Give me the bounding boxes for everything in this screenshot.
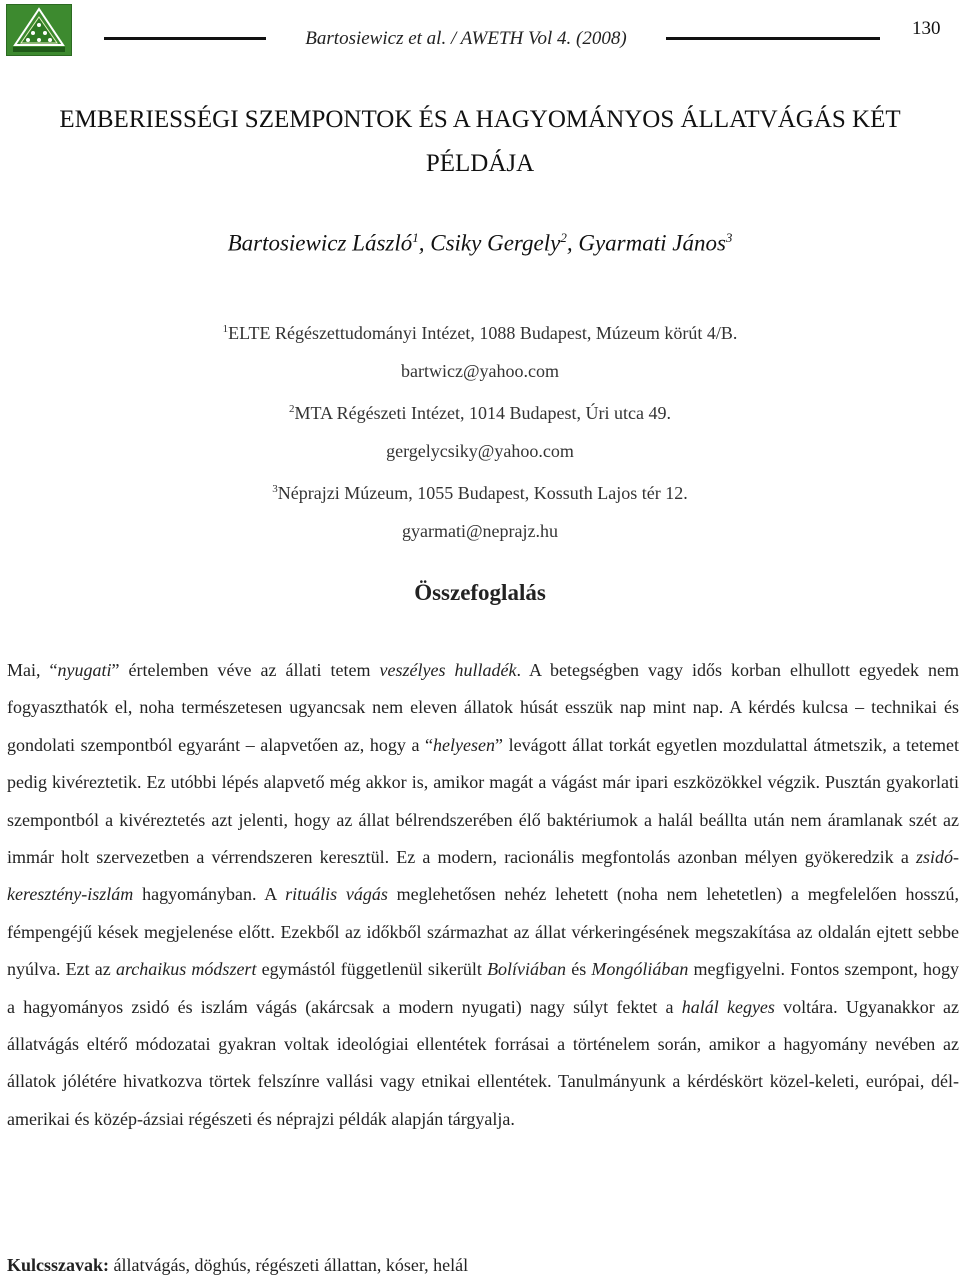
- abstract-italic-term: veszélyes hulladék: [379, 660, 517, 680]
- abstract-text-run: megfigyelni. Fontos szempont, hogy a hagyományos zsidó és iszlám vágás (akárcsak a modern nyugati) nagy súlyt fektet a: [7, 959, 960, 1017]
- abstract-text-run: ” értelemben véve az állati tetem: [111, 660, 380, 680]
- affiliations: [0, 310, 960, 550]
- keywords-text: állatvágás, döghús, régészeti állattan, kóser, helál: [113, 1255, 469, 1275]
- journal-citation: Bartosiewicz et al. / AWETH Vol 4. (2008): [305, 28, 627, 49]
- abstract-italic-term: rituális vágás: [285, 884, 388, 905]
- author-3-affiliation: 3: [725, 230, 733, 245]
- keywords-label: Kulcsszavak:: [7, 1255, 110, 1275]
- abstract-italic-term: Bolíviában: [487, 959, 567, 980]
- abstract-text-run: Mai, “: [7, 660, 58, 680]
- affiliation-2: $^2$MTA Régészeti Intézet, 1014 Budapest, Úri utca 49.: [289, 403, 671, 423]
- abstract-italic-term: Mongóliában: [591, 959, 689, 980]
- aweth-logo: [6, 4, 72, 56]
- affiliation-2-email[interactable]: gergelycsiky@yahoo.com: [386, 441, 574, 461]
- affiliation-1: $^1$ELTE Régészettudományi Intézet, 1088 Budapest, Múzeum körút 4/B.: [222, 323, 738, 343]
- author-list: Bartosiewicz László$^1$, Csiky Gergely$^2$, Gyarmati János$^3$: [227, 230, 733, 256]
- author-3: Gyarmati János: [578, 230, 726, 256]
- abstract-italic-term: helyesen: [433, 734, 495, 755]
- abstract-heading: Összefoglalás: [414, 580, 546, 605]
- abstract-text-run: hagyományban. A: [133, 884, 286, 905]
- author-2-affiliation: 2: [560, 230, 567, 245]
- abstract-text-run: voltára. Ugyanakkor az állatvágás eltérő módozatai gyakran voltak ideológiai ellentétek forrásai a történelem során, amikor a hagyomány nevében az állatok jólétére hivatkozva törtek felszínre vallási vagy etnikai ellentétek. Tanulmányunk a kérdéskört közel-keleti, európai, dél-amerikai és közép-ázsiai régészeti és néprajzi példák alapján tárgyalja.: [7, 996, 959, 1129]
- author-1-affiliation: 1: [412, 230, 419, 245]
- affiliation-3: $^3$Néprajzi Múzeum, 1055 Budapest, Kossuth Lajos tér 12.: [272, 483, 688, 503]
- page-number: 130: [912, 18, 941, 39]
- header-rule-left: [104, 37, 266, 40]
- abstract-text-run: meglehetősen nehéz lehetett (noha nem lehetetlen) a megfelelően hosszú, fémpengéjű kések megjelenése előtt. Ezekből az időkből származhat az állat vérkeringésének megszakítása az oldalán ejtett sebbe nyúlva. Ezt az: [7, 884, 960, 980]
- header-rule-right: [666, 37, 880, 40]
- abstract-body: [7, 652, 959, 1138]
- page-header: [0, 0, 960, 60]
- affiliation-1-email[interactable]: bartwicz@yahoo.com: [400, 361, 560, 381]
- keywords: [7, 1255, 957, 1276]
- affiliation-3-email[interactable]: gyarmati@neprajz.hu: [401, 521, 558, 541]
- abstract-text-run: ” levágott állat torkát egyetlen mozdulattal átmetszik, a tetemet pedig kivéreztetik. Ez utóbbi lépés alapvető még akkor is, amikor magát a vágást már ipari eszközökkel végzik. Pusztán gyakorlati szempontból a kivéreztetés azt jelenti, hogy az állat bélrendszerében élő baktériumok a halál beállta után nem áramlanak szét az immár holt szervezetben a vérrendszeren keresztül. Ez a modern, racionális megfontolás azonban mélyen gyökeredzik a: [7, 734, 959, 868]
- author-1: Bartosiewicz László: [227, 230, 413, 256]
- paper-title-line-1: EMBERIESSÉGI SZEMPONTOK ÉS A HAGYOMÁNYOS ÁLLATVÁGÁS KÉT: [59, 106, 901, 133]
- abstract-italic-term: archaikus módszert: [115, 959, 257, 980]
- paper-title-line-2: PÉLDÁJA: [425, 150, 535, 177]
- abstract-text-run: . A betegségben vagy idős korban elhullott egyedek nem fogyaszthatók el, noha természetesen ugyancsak nem eleven állatok húsát esszük nap mint nap. A kérdés kulcsa – technikai és gondolati szempontból egyaránt – alapvetően az, hogy a “: [7, 660, 960, 755]
- abstract-text-run: és: [566, 959, 592, 980]
- abstract-italic-term: zsidó-keresztény-iszlám: [7, 847, 959, 905]
- abstract-text-run: egymástól függetlenül sikerült: [256, 959, 488, 980]
- paper-title: [0, 98, 960, 186]
- triangle-logo-icon: [7, 5, 71, 55]
- abstract-italic-term: halál kegyes: [681, 996, 775, 1017]
- author-2: Csiky Gergely: [430, 230, 561, 256]
- abstract-italic-term: nyugati: [57, 660, 112, 680]
